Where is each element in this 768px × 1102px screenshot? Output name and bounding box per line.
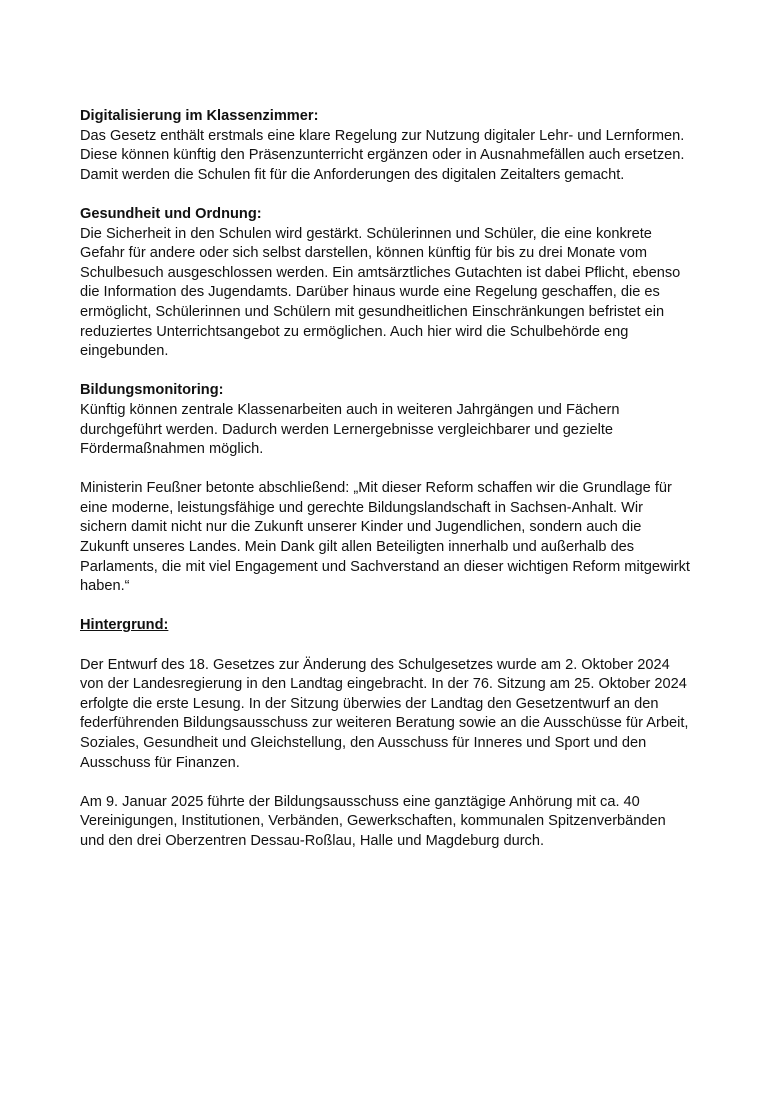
text-line: Gefahr für andere oder sich selbst darstellen, können künftig für bis zu drei Monate vom (80, 245, 648, 262)
background-paragraph-2 (80, 793, 710, 852)
section-heading-gesundheit: Gesundheit und Ordnung: (80, 205, 262, 222)
text-line: ermöglicht, Schülerinnen und Schülern mit gesundheitlichen Einschränkungen befristet ein (80, 303, 665, 320)
text-line: Am 9. Januar 2025 führte der Bildungsausschuss eine ganztägige Anhörung mit ca. 40 (80, 793, 640, 810)
document-page (80, 107, 710, 852)
section-heading-digitalisierung: Digitalisierung im Klassenzimmer: (80, 108, 319, 124)
text-line: und den drei Oberzentren Dessau-Roßlau, Halle und Magdeburg durch. (80, 832, 545, 849)
minister-quote-paragraph (80, 479, 710, 597)
text-line: Das Gesetz enthält erstmals eine klare Regelung zur Nutzung digitaler Lehr- und Lernformen. (80, 127, 685, 144)
text-line: Zukunft unseres Landes. Mein Dank gilt allen Beteiligten innerhalb und außerhalb des (80, 539, 635, 556)
text-line: Ausschuss für Finanzen. (80, 754, 240, 771)
text-line: Schulbesuch ausgeschlossen werden. Ein amtsärztliches Gutachten ist dabei Pflicht, ebenso (80, 264, 681, 281)
text-line: eingebunden. (80, 343, 169, 360)
text-line: Der Entwurf des 18. Gesetzes zur Änderung des Schulgesetzes wurde am 2. Oktober 2024 (80, 656, 670, 673)
text-line: erfolgte die erste Lesung. In der Sitzung überwies der Landtag den Gesetzentwurf an den (80, 695, 659, 712)
text-line: Ministerin Feußner betonte abschließend: „Mit dieser Reform schaffen wir die Grundlage für (80, 480, 672, 497)
text-line: haben.“ (80, 578, 130, 595)
section-text-gesundheit (80, 225, 710, 362)
section-text-digitalisierung (80, 127, 710, 186)
background-heading: Hintergrund: (80, 617, 169, 634)
text-line: sichern damit nicht nur die Zukunft unserer Kinder und Jugendlichen, sondern auch die (80, 519, 642, 536)
text-line: Damit werden die Schulen fit für die Anforderungen des digitalen Zeitalters gemacht. (80, 166, 625, 183)
text-line: die Information des Jugendamts. Darüber hinaus wurde eine Regelung geschaffen, die es (80, 284, 660, 301)
section-heading-bildungsmonitoring: Bildungsmonitoring: (80, 382, 224, 399)
text-line: Die Sicherheit in den Schulen wird gestärkt. Schülerinnen und Schüler, die eine konkrete (80, 225, 652, 242)
text-line: Diese können künftig den Präsenzunterricht ergänzen oder in Ausnahmefällen auch ersetzen. (80, 147, 685, 164)
text-line: von der Landesregierung in den Landtag eingebracht. In der 76. Sitzung am 25. Oktober 2024 (80, 676, 687, 693)
text-line: Parlaments, die mit viel Engagement und Sachverstand an dieser wichtigen Reform mitgewirkt (80, 558, 690, 575)
text-line: reduziertes Unterrichtsangebot zu ermöglichen. Auch hier wird die Schulbehörde eng (80, 323, 629, 340)
text-line: Künftig können zentrale Klassenarbeiten auch in weiteren Jahrgängen und Fächern (80, 401, 620, 418)
section-text-bildungsmonitoring (80, 401, 710, 460)
text-line: durchgeführt werden. Dadurch werden Lernergebnisse vergleichbarer und gezielte (80, 421, 613, 438)
text-line: Soziales, Gesundheit und Gleichstellung, den Ausschuss für Inneres und Sport und den (80, 735, 647, 751)
text-line: Vereinigungen, Institutionen, Verbänden, Gewerkschaften, kommunalen Spitzenverbänden (80, 813, 666, 830)
text-line: federführenden Bildungsausschuss zur weiteren Beratung sowie an die Ausschüsse für Arbeit, (80, 715, 689, 732)
background-paragraph-1 (80, 656, 710, 774)
text-line: Fördermaßnahmen möglich. (80, 441, 264, 458)
text-line: eine moderne, leistungsfähige und gerechte Bildungslandschaft in Sachsen-Anhalt. Wir (80, 499, 644, 516)
